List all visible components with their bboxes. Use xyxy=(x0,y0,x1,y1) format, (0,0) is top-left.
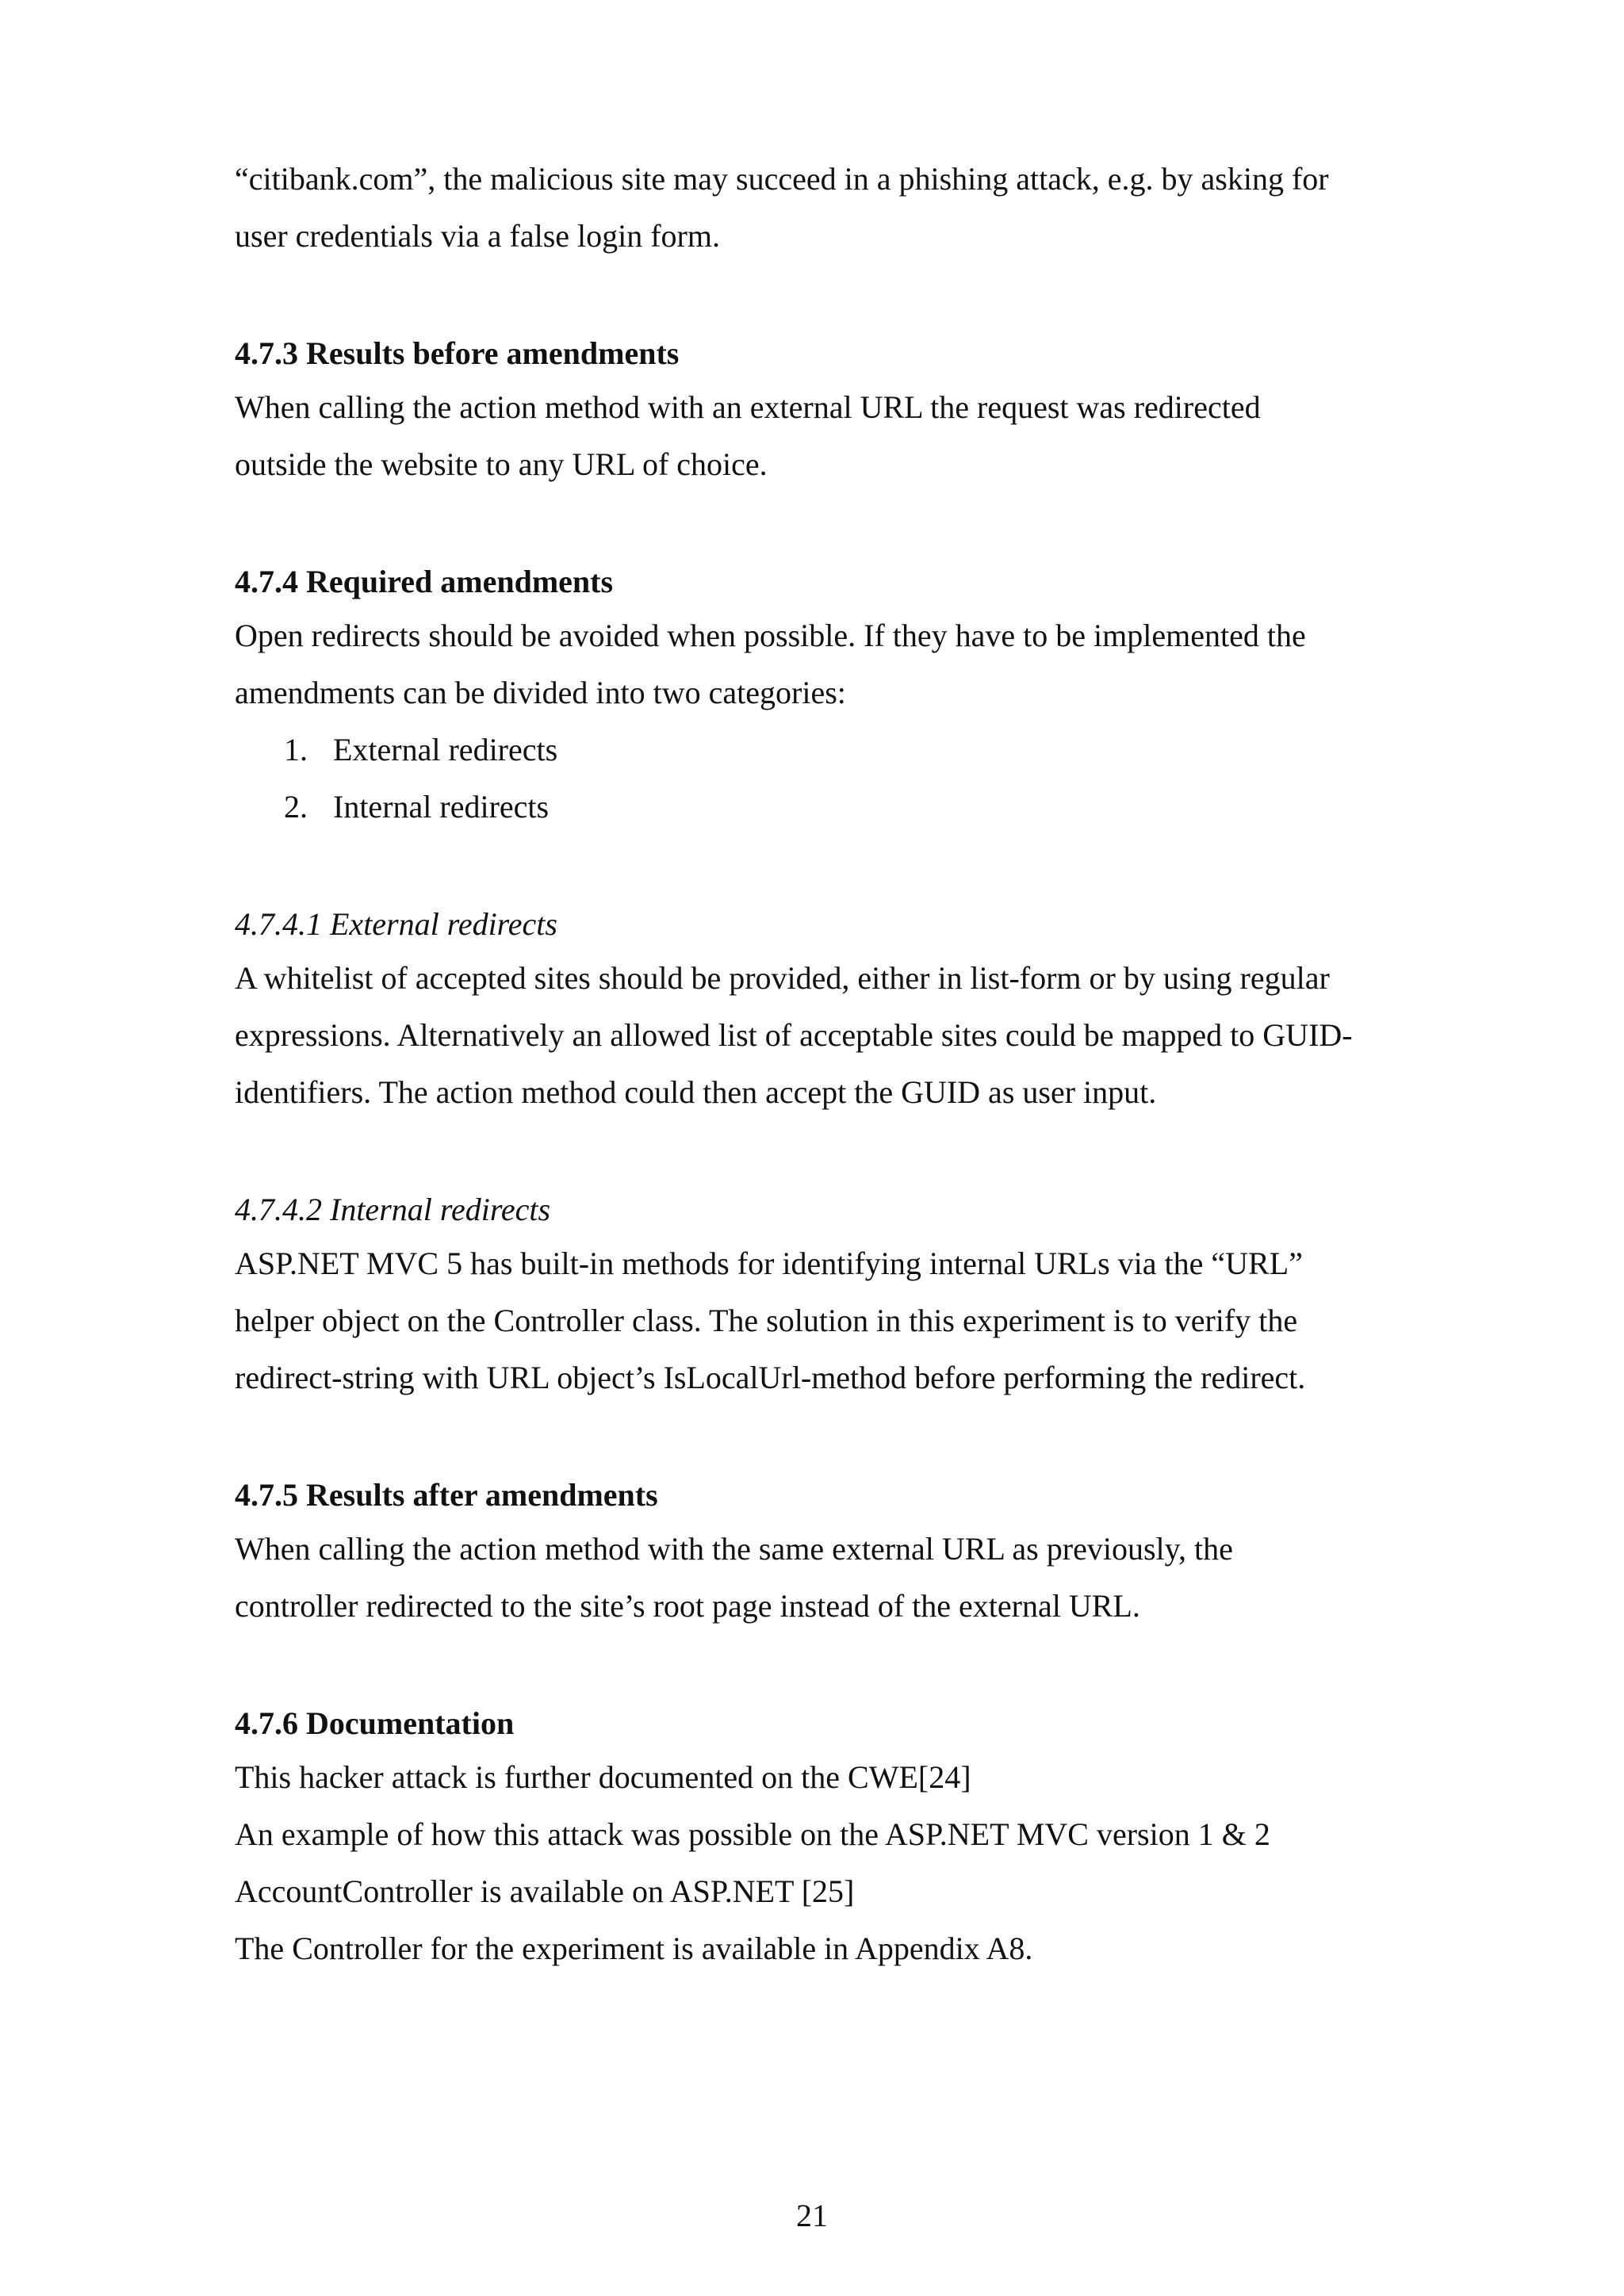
text-line: Open redirects should be avoided when possible. If they have to be implemented the xyxy=(235,618,1306,653)
section-heading-4-7-5: 4.7.5 Results after amendments xyxy=(235,1477,658,1513)
text-line: A whitelist of accepted sites should be provided, either in list-form or by using regular xyxy=(235,960,1330,996)
subsection-heading-4-7-4-2: 4.7.4.2 Internal redirects xyxy=(235,1192,551,1227)
text-line: The Controller for the experiment is available in Appendix A8. xyxy=(235,1931,1033,1966)
list-item xyxy=(235,721,1408,779)
text-line: ASP.NET MVC 5 has built-in methods for identifying internal URLs via the “URL” xyxy=(235,1246,1303,1281)
text-line: expressions. Alternatively an allowed list of acceptable sites could be mapped to GUID- xyxy=(235,1017,1353,1053)
categories-list xyxy=(235,721,1408,836)
text-line: helper object on the Controller class. The solution in this experiment is to verify the xyxy=(235,1303,1298,1338)
subsection-4-7-4-1-paragraph xyxy=(235,950,1408,1121)
intro-paragraph xyxy=(235,151,1408,265)
page-content xyxy=(235,151,1408,1977)
list-item-text: External redirects xyxy=(333,732,558,767)
list-item-number: 1. xyxy=(284,732,308,767)
text-line: user credentials via a false login form. xyxy=(235,218,720,254)
text-line: controller redirected to the site’s root page instead of the external URL. xyxy=(235,1588,1140,1624)
text-line: identifiers. The action method could then accept the GUID as user input. xyxy=(235,1074,1157,1110)
text-line: This hacker attack is further documented on the CWE[24] xyxy=(235,1759,971,1795)
subsection-heading-4-7-4-1: 4.7.4.1 External redirects xyxy=(235,906,557,942)
text-line: “citibank.com”, the malicious site may succeed in a phishing attack, e.g. by asking for xyxy=(235,161,1329,197)
section-4-7-3-paragraph xyxy=(235,379,1408,493)
text-line: amendments can be divided into two categories: xyxy=(235,675,846,710)
section-4-7-6-paragraph xyxy=(235,1749,1408,1977)
list-item xyxy=(235,779,1408,836)
text-line: When calling the action method with the same external URL as previously, the xyxy=(235,1531,1233,1567)
section-heading-4-7-4: 4.7.4 Required amendments xyxy=(235,564,614,599)
list-item-text: Internal redirects xyxy=(333,789,550,825)
text-line: An example of how this attack was possible on the ASP.NET MVC version 1 & 2 xyxy=(235,1816,1270,1852)
section-4-7-5-paragraph xyxy=(235,1521,1408,1635)
section-4-7-4-paragraph xyxy=(235,607,1408,721)
text-line: outside the website to any URL of choice. xyxy=(235,446,768,482)
text-line: redirect-string with URL object’s IsLocalUrl-method before performing the redirect. xyxy=(235,1360,1306,1395)
subsection-4-7-4-2-paragraph xyxy=(235,1235,1408,1406)
list-item-number: 2. xyxy=(284,789,308,825)
section-heading-4-7-6: 4.7.6 Documentation xyxy=(235,1705,515,1741)
text-line: AccountController is available on ASP.NET [25] xyxy=(235,1873,855,1909)
text-line: When calling the action method with an external URL the request was redirected xyxy=(235,389,1261,425)
page-number: 21 xyxy=(796,2198,828,2233)
section-heading-4-7-3: 4.7.3 Results before amendments xyxy=(235,335,680,371)
